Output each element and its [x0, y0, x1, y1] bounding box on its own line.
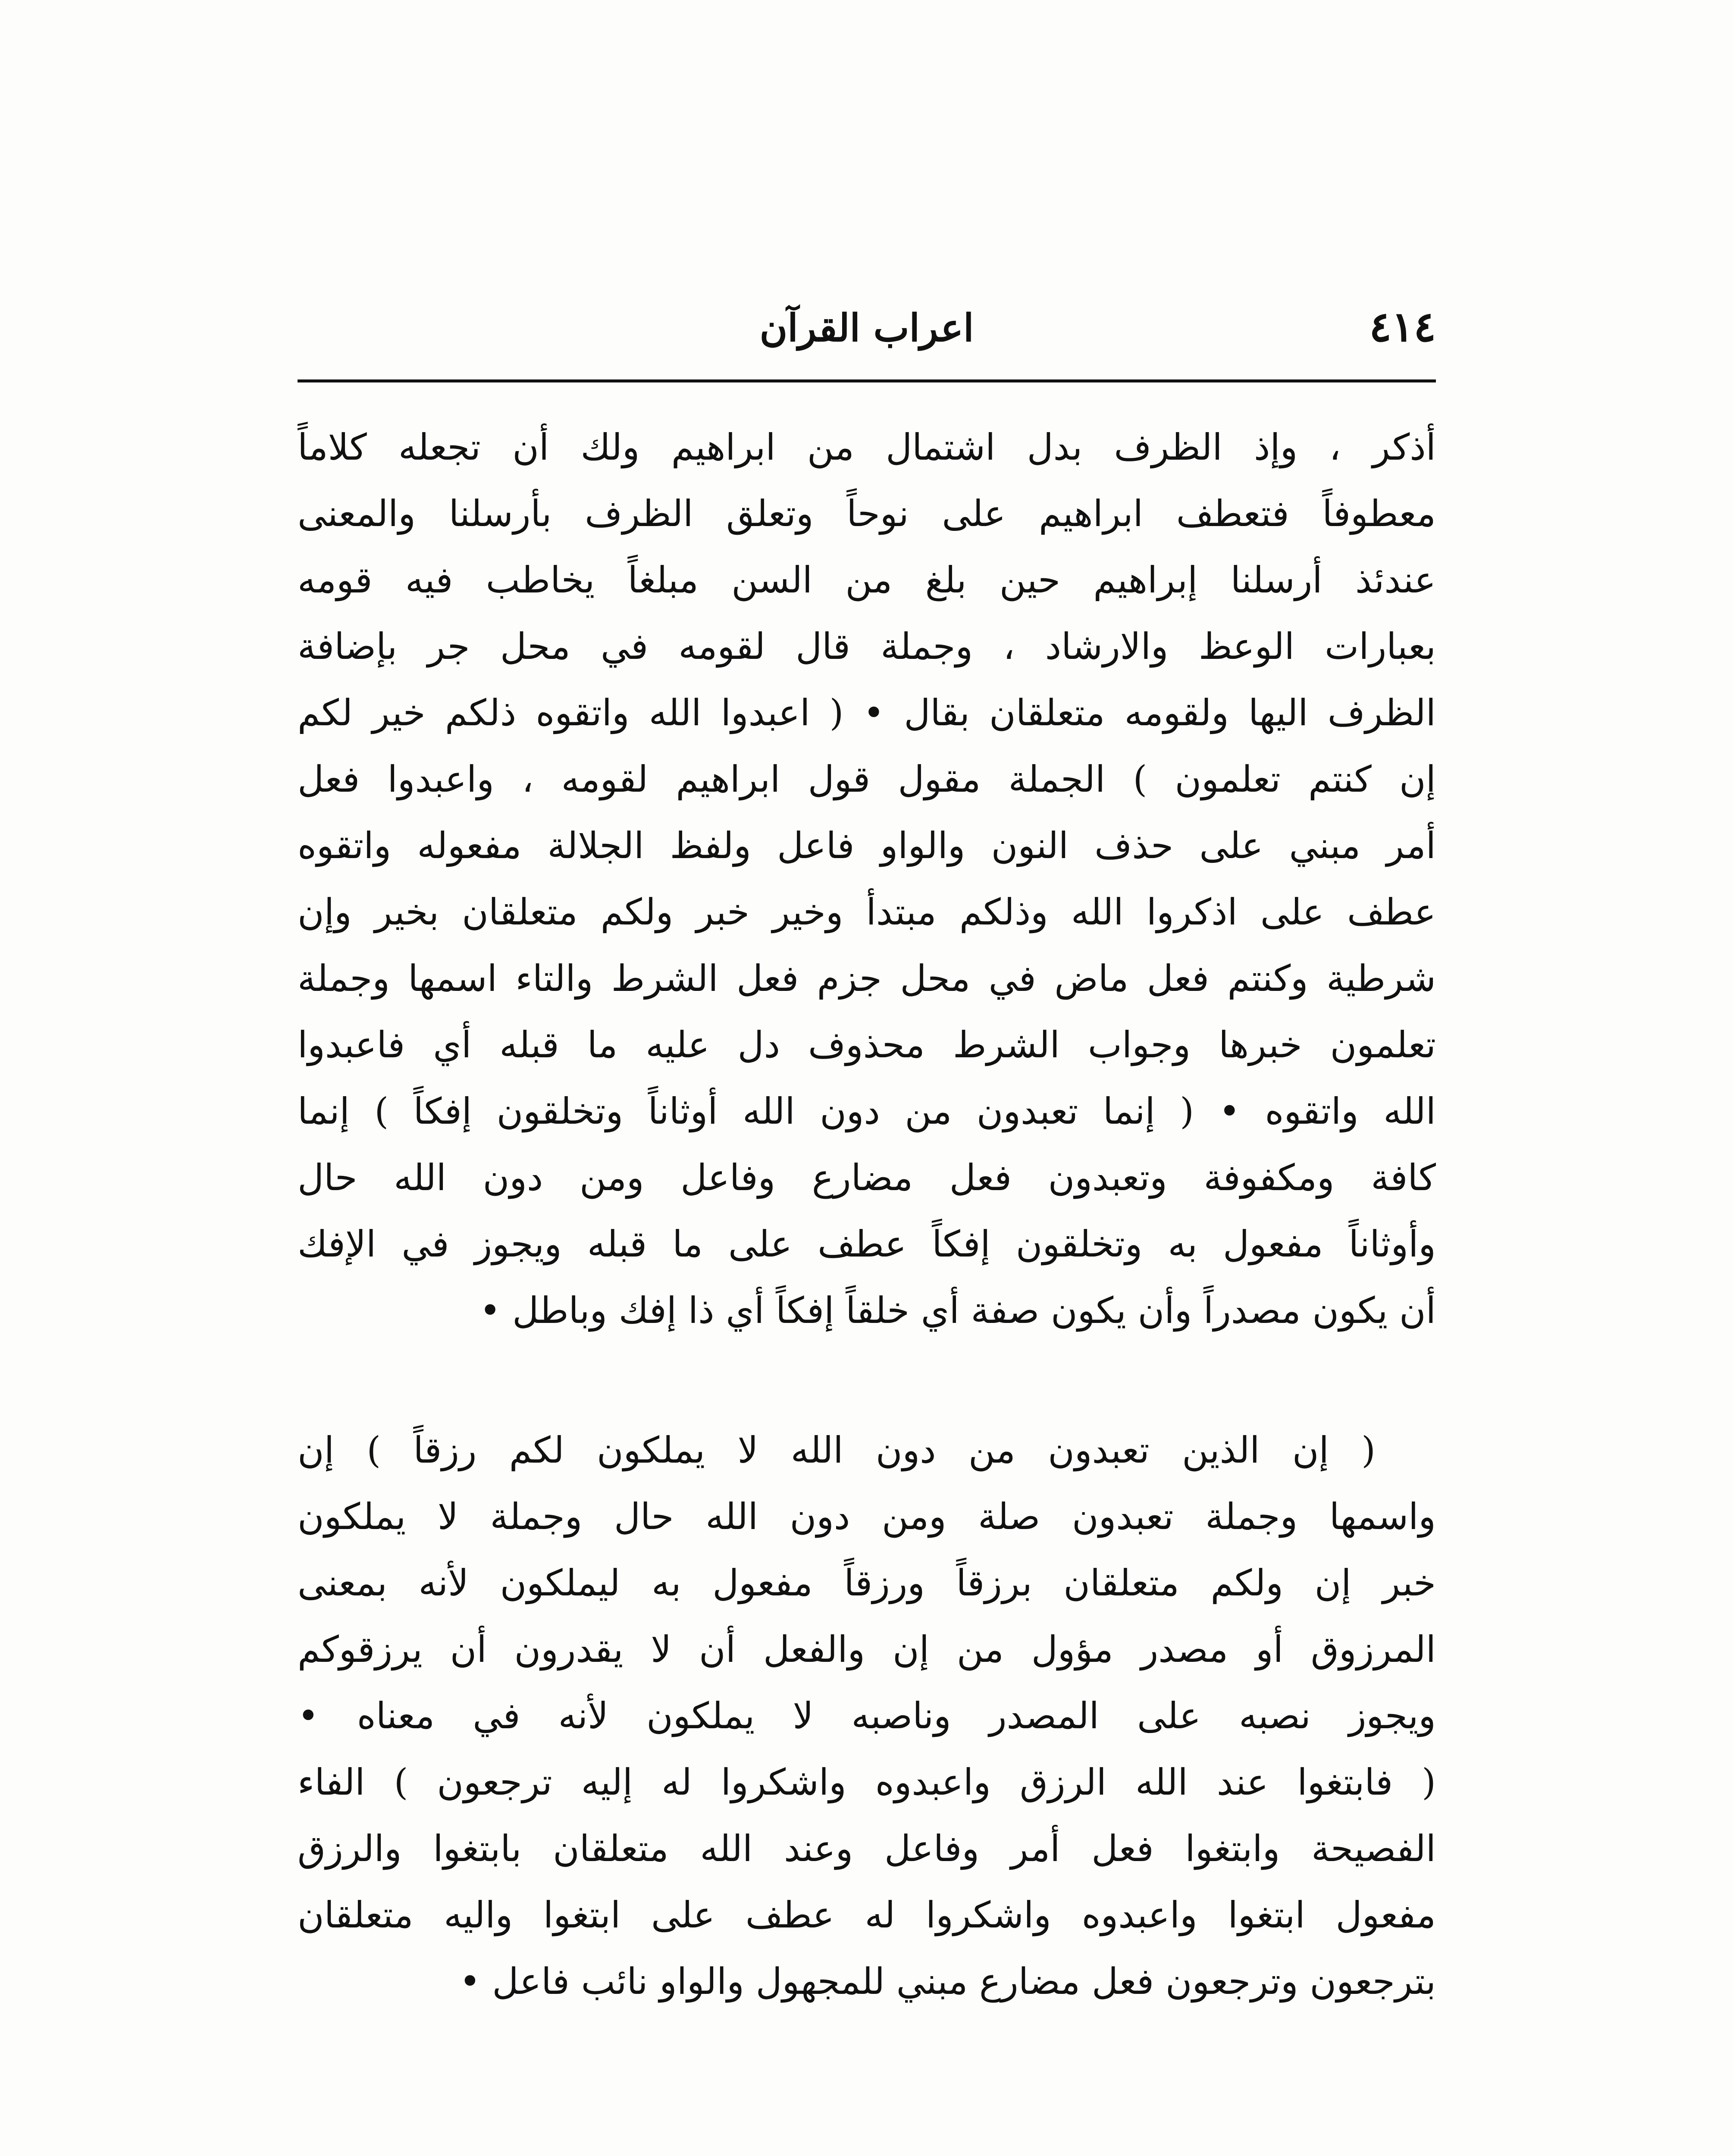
- text-line: أن يكون مصدراً وأن يكون صفة أي خلقاً إفكاً أي ذا إفك وباطل •: [479, 1289, 1436, 1332]
- paragraph-gap: [298, 1344, 1436, 1417]
- text-line: بعبارات الوعظ والارشاد ، وجملة قال لقومه في محل جر بإضافة: [298, 625, 1436, 667]
- running-title: اعراب القرآن: [759, 305, 974, 350]
- text-line: ويجوز نصبه على المصدر وناصبه لا يملكون لأنه في معناه •: [298, 1695, 1436, 1737]
- page-header: [298, 298, 1436, 362]
- text-line: أذكر ، وإذ الظرف بدل اشتمال من ابراهيم ولك أن تجعله كلاماً: [298, 426, 1436, 468]
- paragraph-2: [298, 1417, 1436, 2015]
- body-text: [298, 414, 1436, 2015]
- paragraph-1: [298, 414, 1436, 1344]
- text-line: واسمها وجملة تعبدون صلة ومن دون الله حال وجملة لا يملكون: [298, 1495, 1436, 1538]
- text-line: ( إن الذين تعبدون من دون الله لا يملكون لكم رزقاً ) إن: [298, 1429, 1376, 1471]
- text-line: المرزوق أو مصدر مؤول من إن والفعل أن لا يقدرون أن يرزقوكم: [298, 1628, 1436, 1670]
- text-line: وأوثاناً مفعول به وتخلقون إفكاً عطف على ما قبله ويجوز في الإفك: [298, 1223, 1436, 1265]
- text-line: ( فابتغوا عند الله الرزق واعبدوه واشكروا له إليه ترجعون ) الفاء: [298, 1761, 1436, 1803]
- header-divider: [298, 379, 1436, 382]
- text-line: أمر مبني على حذف النون والواو فاعل ولفظ الجلالة مفعوله واتقوه: [298, 824, 1436, 867]
- text-line: الظرف اليها ولقومه متعلقان بقال • ( اعبدوا الله واتقوه ذلكم خير لكم: [298, 692, 1436, 734]
- text-line: مفعول ابتغوا واعبدوه واشكروا له عطف على ابتغوا واليه متعلقان: [298, 1894, 1436, 1936]
- text-line: تعلمون خبرها وجواب الشرط محذوف دل عليه ما قبله أي فاعبدوا: [298, 1024, 1436, 1066]
- text-line: كافة ومكفوفة وتعبدون فعل مضارع وفاعل ومن دون الله حال: [298, 1156, 1436, 1199]
- text-line: إن كنتم تعلمون ) الجملة مقول قول ابراهيم لقومه ، واعبدوا فعل: [298, 758, 1436, 800]
- text-line: خبر إن ولكم متعلقان برزقاً ورزقاً مفعول به ليملكون لأنه بمعنى: [298, 1562, 1436, 1604]
- text-line: عطف على اذكروا الله وذلكم مبتدأ وخير خبر ولكم متعلقان بخير وإن: [298, 891, 1436, 933]
- text-line: عندئذ أرسلنا إبراهيم حين بلغ من السن مبلغاً يخاطب فيه قومه: [298, 559, 1436, 601]
- page-number: ٤١٤: [1369, 302, 1436, 351]
- text-line: بترجعون وترجعون فعل مضارع مبني للمجهول والواو نائب فاعل •: [459, 1960, 1436, 2002]
- text-line: شرطية وكنتم فعل ماض في محل جزم فعل الشرط والتاء اسمها وجملة: [298, 957, 1436, 1000]
- text-line: الله واتقوه • ( إنما تعبدون من دون الله أوثاناً وتخلقون إفكاً ) إنما: [298, 1090, 1436, 1132]
- text-line: معطوفاً فتعطف ابراهيم على نوحاً وتعلق الظرف بأرسلنا والمعنى: [298, 492, 1436, 535]
- text-line: الفصيحة وابتغوا فعل أمر وفاعل وعند الله متعلقان بابتغوا والرزق: [298, 1827, 1436, 1870]
